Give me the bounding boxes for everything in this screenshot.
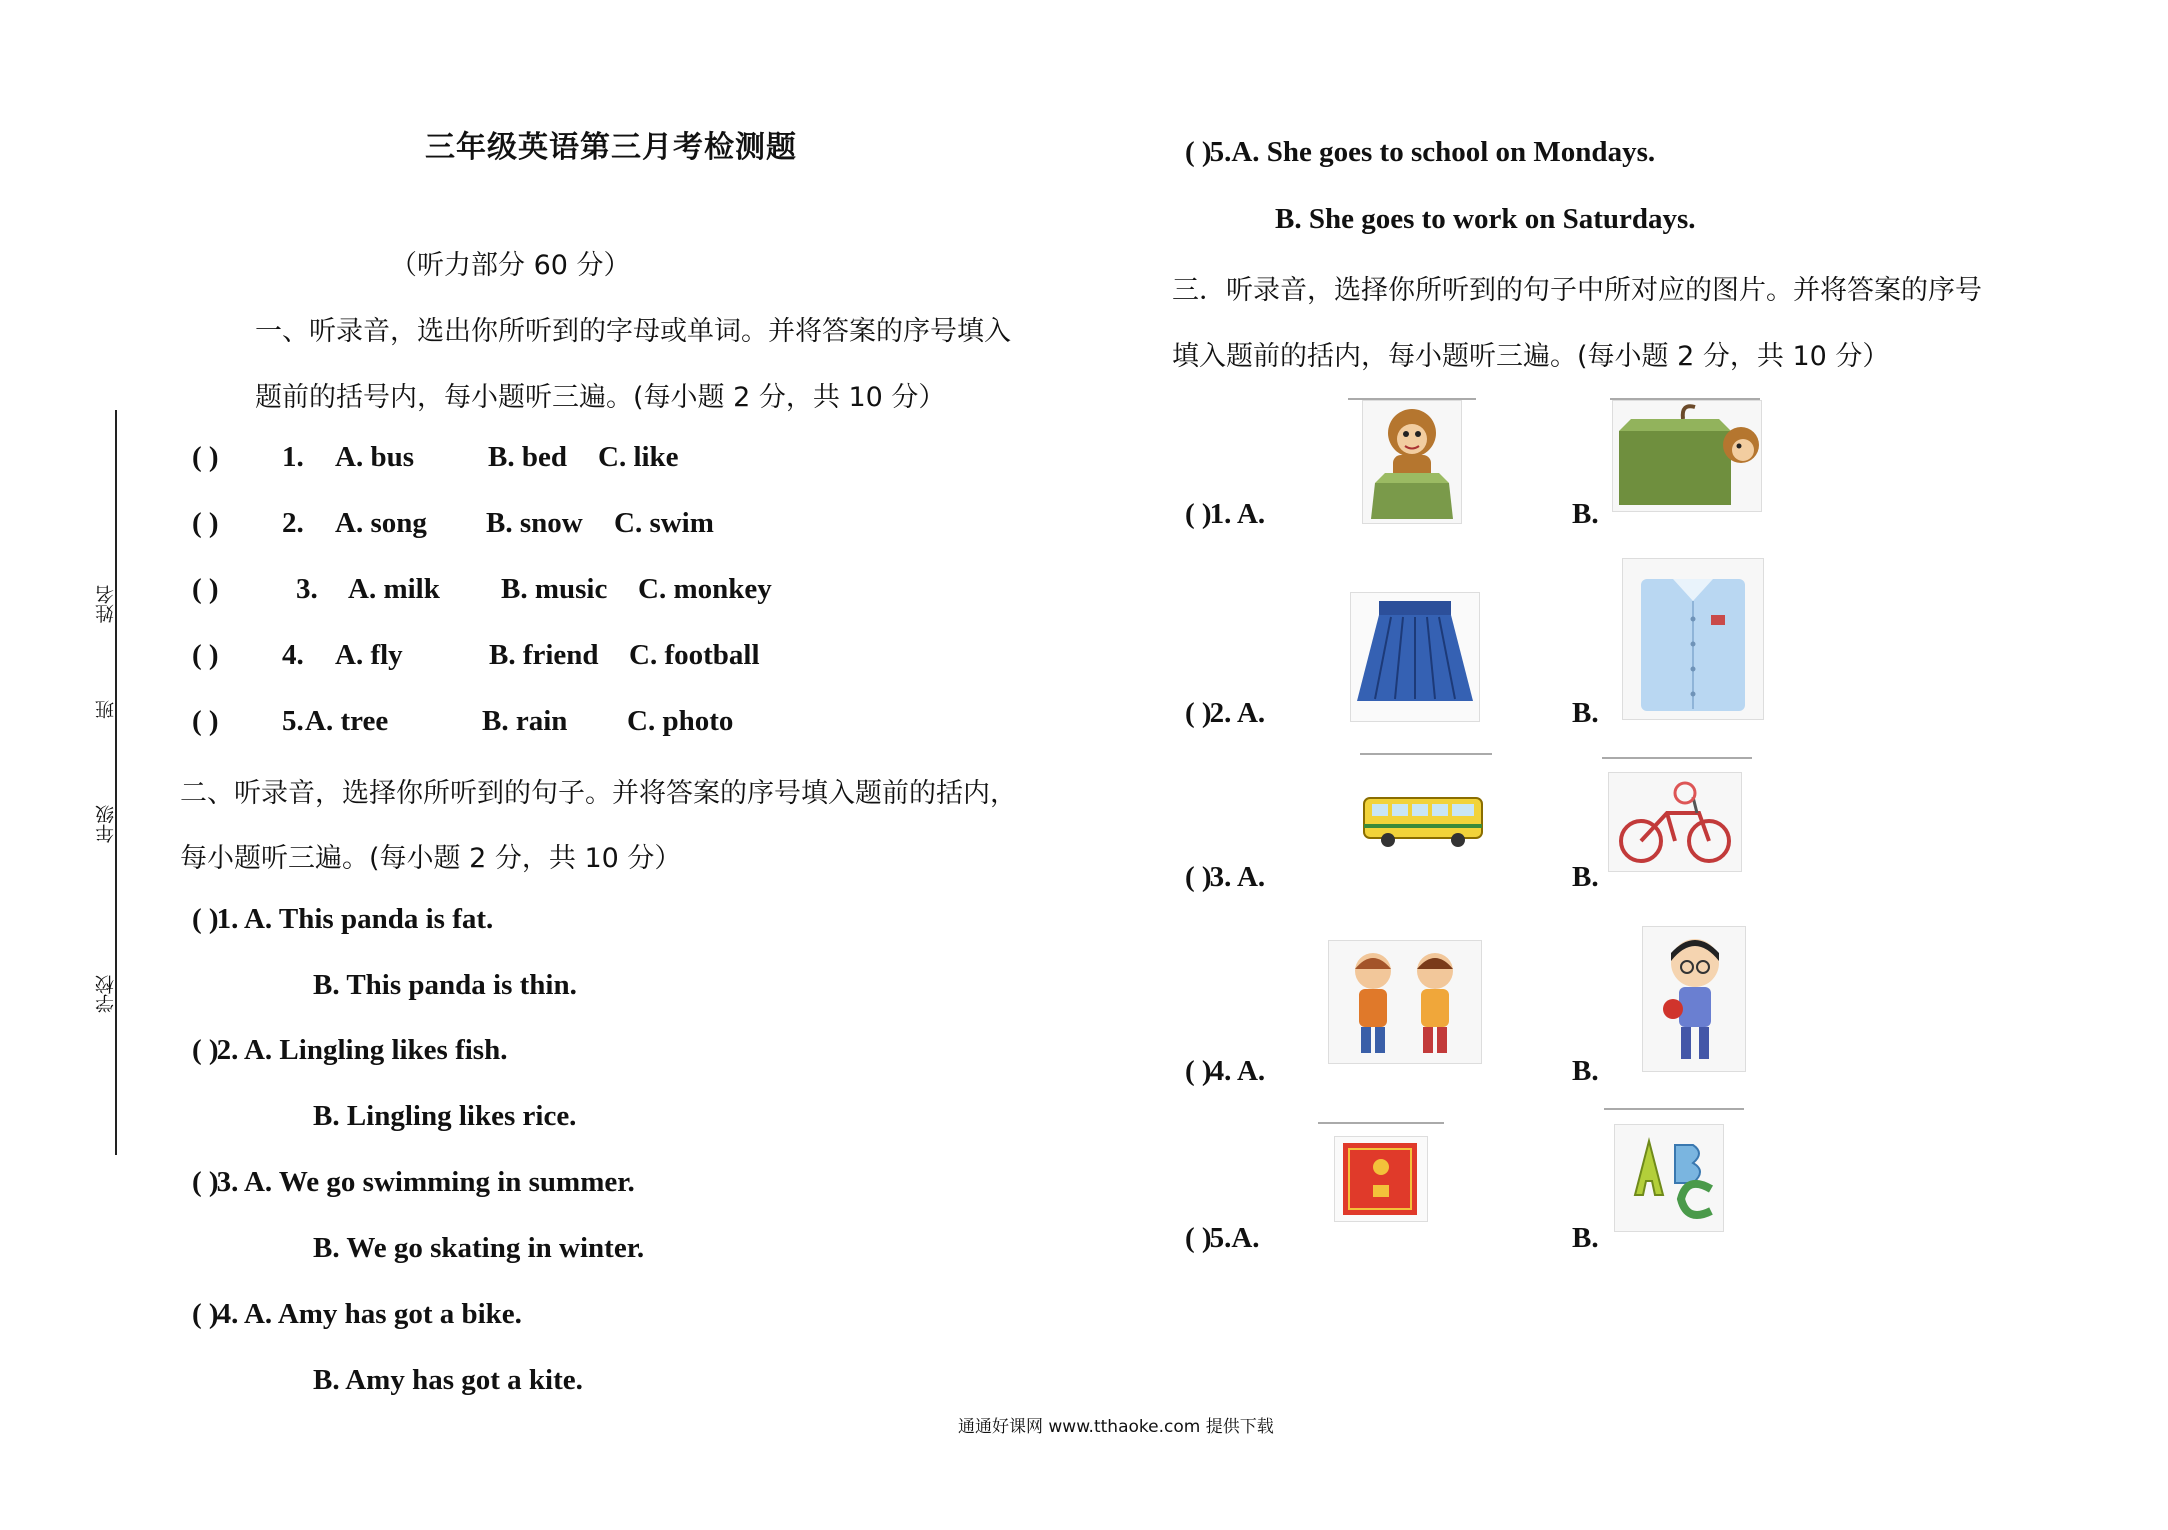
answer-paren[interactable]: ( ) — [1185, 498, 1212, 530]
s3-option-b: B. — [1572, 498, 1599, 530]
s1-item-num: 3. — [296, 573, 318, 605]
s3-option-b: B. — [1572, 861, 1599, 893]
answer-paren[interactable]: ( ) — [192, 639, 219, 671]
section3-heading-line1: 三．听录音，选择你所听到的句子中所对应的图片。并将答案的序号 — [1172, 275, 1982, 306]
answer-paren[interactable]: ( ) — [192, 1034, 219, 1066]
s3-item-3 — [1185, 861, 1265, 894]
s1-option-b: B. music — [501, 573, 608, 605]
s2-option-b: B. This panda is thin. — [313, 969, 577, 1001]
s1-option-b: B. snow — [486, 507, 583, 539]
s2-option-b: B. We go skating in winter. — [313, 1232, 645, 1264]
s1-option-c: C. swim — [614, 507, 714, 539]
answer-paren[interactable]: ( ) — [1185, 1055, 1212, 1087]
section1-heading-line2: 题前的括号内，每小题听三遍。(每小题 2 分，共 10 分） — [255, 382, 946, 413]
s1-item-4 — [192, 639, 812, 672]
grade-label: 年级 — [95, 805, 117, 843]
abc-letters-icon[interactable] — [1614, 1124, 1724, 1232]
answer-paren[interactable]: ( ) — [192, 441, 219, 473]
s2-option-b: B. Lingling likes rice. — [313, 1100, 577, 1132]
s2-option-b: B. Amy has got a kite. — [313, 1364, 583, 1396]
answer-paren[interactable]: ( ) — [192, 507, 219, 539]
answer-paren[interactable]: ( ) — [192, 573, 219, 605]
s1-option-c: C. photo — [627, 705, 734, 737]
section2-heading-line1: 二、听录音，选择你所听到的句子。并将答案的序号填入题前的括内， — [180, 778, 1017, 809]
s2-option-a: 4. A. Amy has got a bike. — [216, 1298, 522, 1330]
s3-item-2 — [1185, 697, 1265, 730]
s2-item-2 — [192, 1034, 507, 1067]
s1-item-1 — [192, 441, 792, 474]
bike-icon[interactable] — [1608, 772, 1742, 872]
binding-line — [115, 410, 117, 1155]
s2-option-b: B. She goes to work on Saturdays. — [1275, 203, 1696, 235]
s1-option-a: A. milk — [348, 573, 440, 605]
s1-option-a: A. song — [335, 507, 427, 539]
answer-paren[interactable]: ( ) — [192, 705, 219, 737]
s3-option-a: 5.A. — [1209, 1222, 1260, 1254]
answer-paren[interactable]: ( ) — [1185, 697, 1212, 729]
s1-item-num: 1. — [282, 441, 304, 473]
answer-paren[interactable]: ( ) — [192, 1298, 219, 1330]
two-children-icon[interactable] — [1328, 940, 1482, 1064]
page-title: 三年级英语第三月考检测题 — [425, 130, 797, 165]
s3-option-b: B. — [1572, 697, 1599, 729]
s1-item-5 — [192, 705, 812, 738]
s1-item-num: 2. — [282, 507, 304, 539]
s1-option-b: B. bed — [488, 441, 567, 473]
s2-option-a: 2. A. Lingling likes fish. — [216, 1034, 508, 1066]
school-label: 学校 — [95, 975, 117, 1013]
s2-option-a: 3. A. We go swimming in summer. — [216, 1166, 635, 1198]
s3-option-b: B. — [1572, 1222, 1599, 1254]
s1-option-c: C. monkey — [638, 573, 772, 605]
answer-paren[interactable]: ( ) — [192, 1166, 219, 1198]
section1-heading-line1: 一、听录音，选出你所听到的字母或单词。并将答案的序号填入 — [255, 316, 1011, 347]
s3-option-a: 3. A. — [1209, 861, 1266, 893]
s1-option-b: B. rain — [482, 705, 568, 737]
answer-paren[interactable]: ( ) — [1185, 1222, 1212, 1254]
chinese-book-icon[interactable] — [1334, 1136, 1428, 1222]
s3-option-a: 1. A. — [1209, 498, 1266, 530]
image-rule — [1604, 1108, 1744, 1110]
s1-option-b: B. friend — [489, 639, 599, 671]
shirt-icon[interactable] — [1622, 558, 1764, 720]
s1-option-a: A. tree — [305, 705, 389, 737]
name-label: 姓名 — [95, 585, 117, 623]
s1-option-a: A. bus — [335, 441, 414, 473]
monkey-on-box-icon[interactable] — [1362, 400, 1462, 524]
s2-item-4 — [192, 1298, 522, 1331]
s2-item-3 — [192, 1166, 635, 1199]
s3-option-a: 2. A. — [1209, 697, 1266, 729]
class-label: 班 — [95, 700, 117, 719]
s1-option-c: C. football — [629, 639, 760, 671]
s3-option-a: 4. A. — [1209, 1055, 1266, 1087]
answer-paren[interactable]: ( ) — [1185, 861, 1212, 893]
s3-option-b: B. — [1572, 1055, 1599, 1087]
s3-item-4 — [1185, 1055, 1265, 1088]
s3-item-5 — [1185, 1222, 1260, 1255]
bus-icon[interactable] — [1360, 790, 1486, 850]
s1-item-2 — [192, 507, 792, 540]
child-with-ball-icon[interactable] — [1642, 926, 1746, 1072]
image-rule — [1360, 753, 1492, 755]
s1-option-c: C. like — [598, 441, 679, 473]
answer-paren[interactable]: ( ) — [192, 903, 219, 935]
section3-heading-line2: 填入题前的括内，每小题听三遍。(每小题 2 分，共 10 分） — [1172, 341, 1890, 372]
footer-text: 通通好课网 www.tthaoke.com 提供下载 — [958, 1417, 1274, 1437]
s2-item-1 — [192, 903, 493, 936]
page-subtitle: （听力部分 60 分） — [390, 250, 631, 281]
monkey-behind-box-icon[interactable] — [1612, 400, 1762, 512]
s3-item-1 — [1185, 498, 1265, 531]
s2-item-5 — [1185, 136, 1655, 169]
answer-paren[interactable]: ( ) — [1185, 136, 1212, 168]
s2-option-a: 5.A. She goes to school on Mondays. — [1209, 136, 1656, 168]
s1-option-a: A. fly — [335, 639, 403, 671]
image-rule — [1318, 1122, 1444, 1124]
s1-item-num: 5. — [282, 705, 304, 737]
s1-item-3 — [192, 573, 812, 606]
skirt-icon[interactable] — [1350, 592, 1480, 722]
image-rule — [1602, 757, 1752, 759]
s1-item-num: 4. — [282, 639, 304, 671]
s2-option-a: 1. A. This panda is fat. — [216, 903, 494, 935]
section2-heading-line2: 每小题听三遍。(每小题 2 分，共 10 分） — [180, 843, 682, 874]
